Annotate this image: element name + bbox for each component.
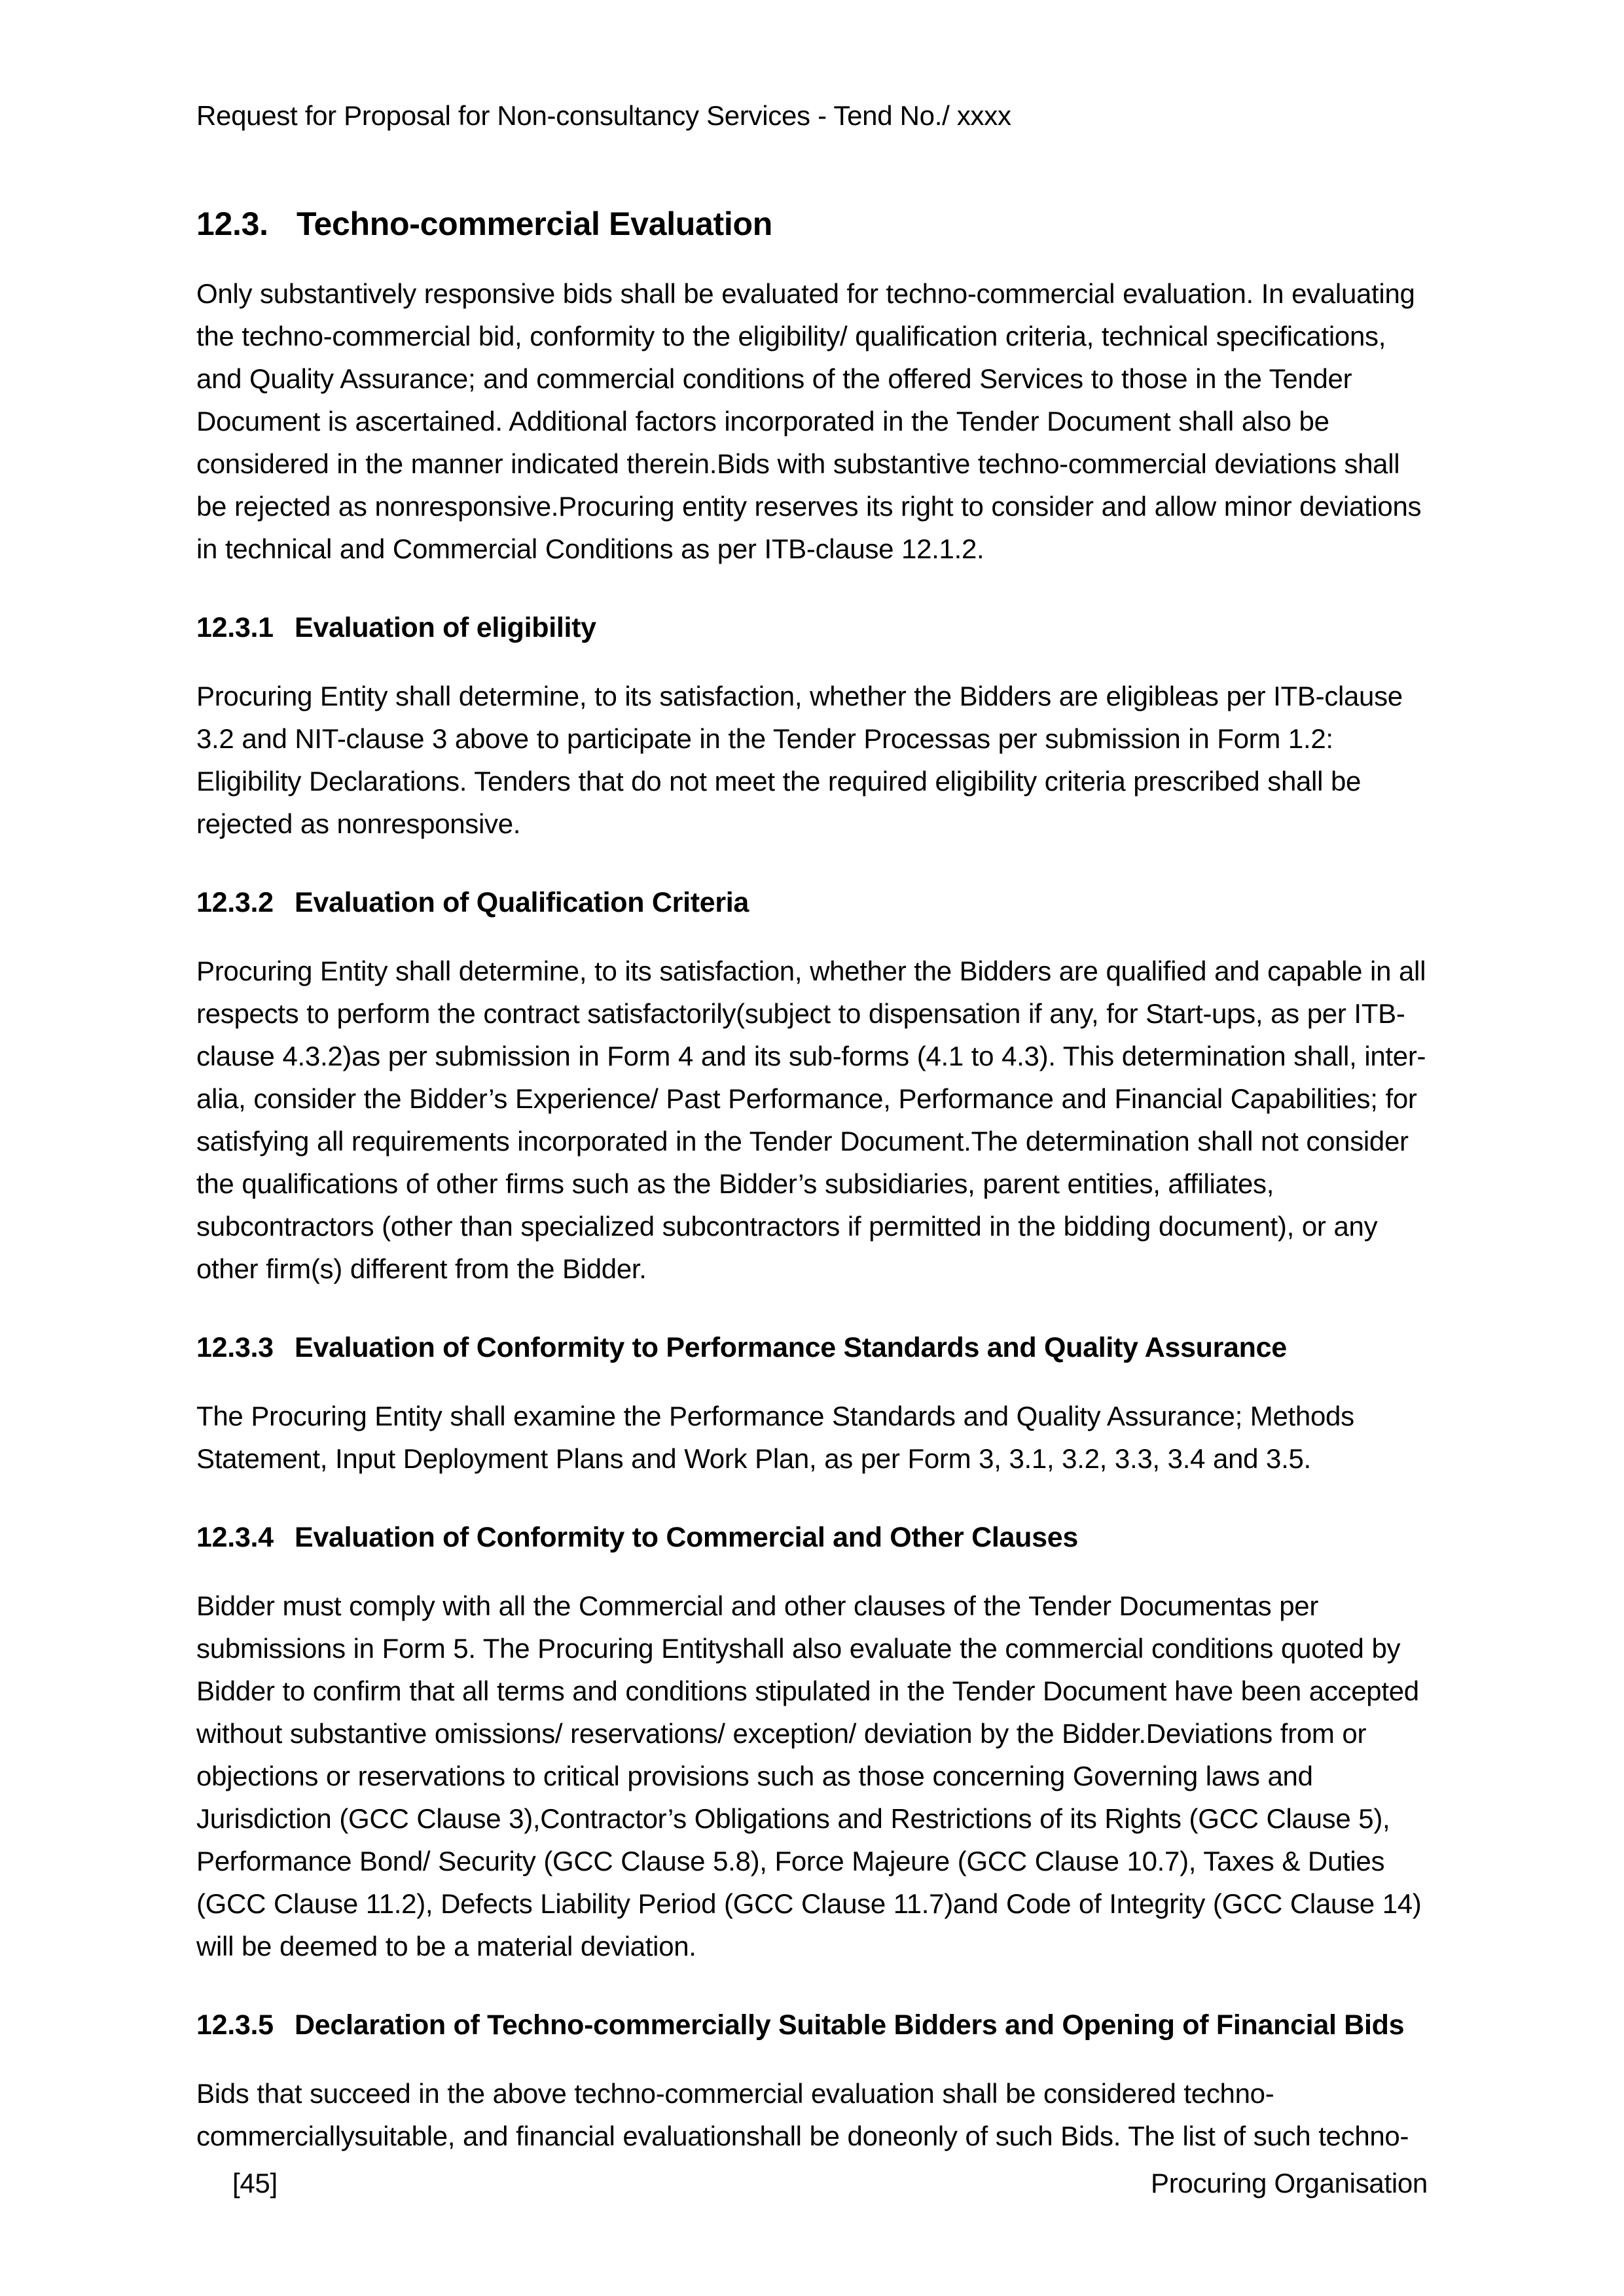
subsection-body-paragraph: Bidder must comply with all the Commercial and other clauses of the Tender Documentas per submissions in Form 5. The Procuring Entityshall also evaluate the commercial conditions quoted by Bidder to confirm that all terms and conditions stipulated in the Tender Document have been accepted without substantive omissions/ reservations/ exception/ deviation by the Bidder.Deviations from or objections or reservations to critical provisions such as those concerning Governing laws and Jurisdiction (GCC Clause 3),Contractor’s Obligations and Restrictions of its Rights (GCC Clause 5), Performance Bond/ Security (GCC Clause 5.8), Force Majeure (GCC Clause 10.7), Taxes & Duties (GCC Clause 11.2), Defects Liability Period (GCC Clause 11.7)and Code of Integrity (GCC Clause 14) will be deemed to be a material deviation. [196,1590,1422,1962]
subsection-heading-12-3-5 [196,2007,1428,2043]
page-number: [45] [232,2168,278,2198]
section-heading [196,204,1428,243]
subsection-body-paragraph: Procuring Entity shall determine, to its satisfaction, whether the Bidders are qualified and capable in all respects to perform the contract satisfactorily(subject to dispensation if any, for Start-ups, as per ITB-clause 4.3.2)as per submission in Form 4 and its sub-forms (4.1 to 4.3). This determination shall, inter-alia, consider the Bidder’s Experience/ Past Performance, Performance and Financial Capabilities; for satisfying all requirements incorporated in the Tender Document.The determination shall not consider the qualifications of other firms such as the Bidder’s subsidiaries, parent entities, affiliates, subcontractors (other than specialized subcontractors if permitted in the bidding document), or any other firm(s) different from the Bidder. [196,956,1426,1284]
subsection-body-paragraph: Bids that succeed in the above techno-commercial evaluation shall be considered techno-commerciallysuitable, and financial evaluationshall be doneonly of such Bids. The list of such techno- [196,2078,1409,2151]
subsection-number: 12.3.4 [196,1522,274,1553]
footer-organisation: Procuring Organisation [1151,2168,1428,2198]
subsection-title: Evaluation of eligibility [295,612,596,643]
subsection-title: Declaration of Techno-commercially Suitable Bidders and Opening of Financial Bids [295,2009,1405,2041]
section-number: 12.3. [196,206,268,242]
subsection-body-paragraph: Procuring Entity shall determine, to its satisfaction, whether the Bidders are eligibleas per ITB-clause 3.2 and NIT-clause 3 above to participate in the Tender Processas per submission in Form 1.2: Eligibility Declarations. Tenders that do not meet the required eligibility criteria prescribed shall be rejected as nonresponsive. [196,681,1403,839]
subsection-body-paragraph: The Procuring Entity shall examine the Performance Standards and Quality Assurance; Methods Statement, Input Deployment Plans and Work Plan, as per Form 3, 3.1, 3.2, 3.3, 3.4 and 3.5. [196,1401,1354,1474]
page-footer [196,2166,1428,2201]
section-title: Techno-commercial Evaluation [297,206,772,242]
subsection-heading-12-3-4 [196,1519,1428,1556]
subsection-number: 12.3.2 [196,887,274,918]
page-header [196,98,1428,134]
subsection-number: 12.3.3 [196,1332,274,1363]
section-intro-paragraph: Only substantively responsive bids shall be evaluated for techno-commercial evaluation. In evaluating the techno-commercial bid, conformity to the eligibility/ qualification criteria, technical specifications, and Quality Assurance; and commercial conditions of the offered Services to those in the Tender Document is ascertained. Additional factors incorporated in the Tender Document shall also be considered in the manner indicated therein.Bids with substantive techno-commercial deviations shall be rejected as nonresponsive.Procuring entity reserves its right to consider and allow minor deviations in technical and Commercial Conditions as per ITB-clause 12.1.2. [196,278,1422,564]
subsection-title: Evaluation of Conformity to Performance Standards and Quality Assurance [295,1332,1287,1363]
subsection-heading-12-3-2 [196,884,1428,921]
subsection-number: 12.3.5 [196,2009,274,2041]
header-title: Request for Proposal for Non-consultancy Services - Tend No./ xxxx [196,100,1011,131]
subsection-heading-12-3-1 [196,609,1428,646]
subsection-number: 12.3.1 [196,612,274,643]
subsection-heading-12-3-3 [196,1329,1428,1366]
subsection-title: Evaluation of Conformity to Commercial and Other Clauses [295,1522,1078,1553]
subsection-title: Evaluation of Qualification Criteria [295,887,749,918]
